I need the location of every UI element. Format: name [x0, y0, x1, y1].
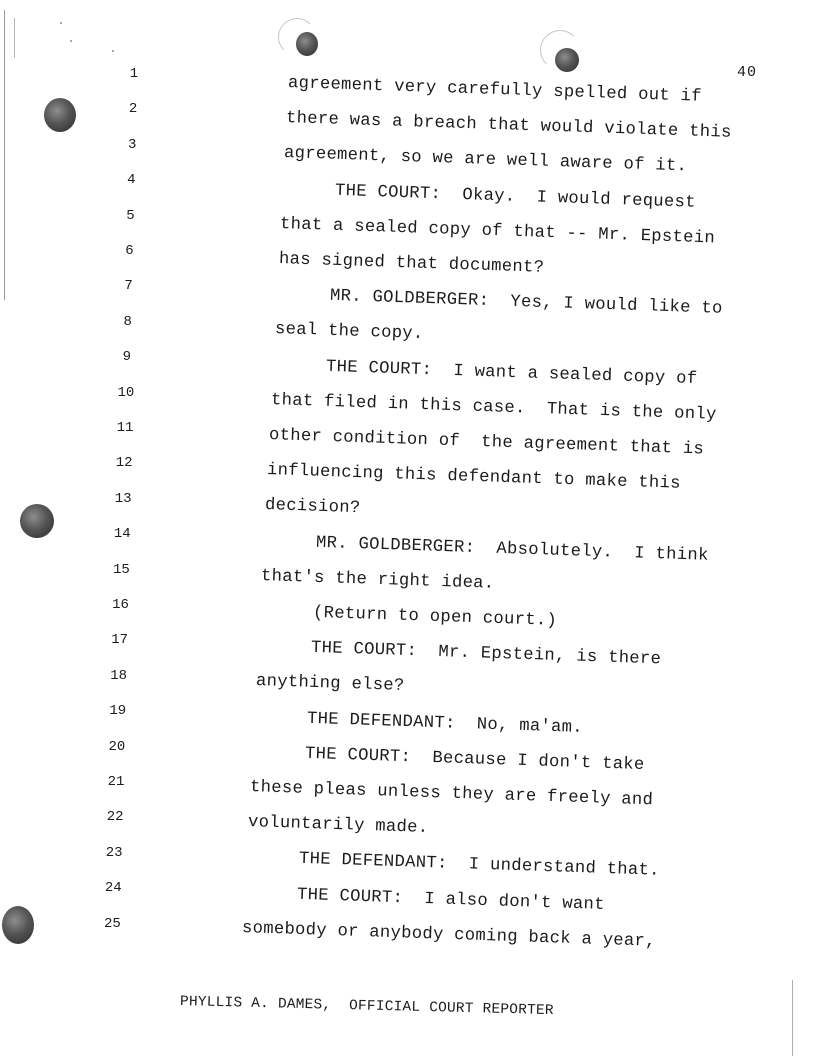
transcript-line: THE COURT: Okay. I would request	[281, 179, 697, 213]
line-number: 10	[117, 384, 135, 401]
line-number: 25	[103, 915, 121, 932]
transcript-line: THE DEFENDANT: No, ma'am.	[253, 707, 583, 738]
line-number: 13	[114, 490, 132, 507]
line-number: 7	[124, 278, 133, 295]
punch-hole-icon	[20, 504, 54, 538]
scan-speck	[70, 40, 72, 42]
line-number: 1	[129, 66, 139, 82]
line-number: 3	[127, 136, 137, 153]
transcript-line: THE COURT: Mr. Epstein, is there	[257, 637, 662, 670]
transcript-line: THE COURT: I also don't want	[243, 883, 606, 915]
line-number: 2	[128, 101, 138, 118]
line-number: 21	[107, 774, 125, 790]
line-number: 16	[112, 597, 129, 613]
transcript-line: that filed in this case. That is the only	[270, 390, 717, 425]
transcript-line: MR. GOLDBERGER: Yes, I would like to	[276, 285, 723, 319]
line-number: 19	[109, 703, 127, 720]
page-number: 40	[737, 64, 758, 81]
line-number: 6	[125, 243, 134, 259]
transcript-line: decision?	[264, 496, 361, 519]
line-number: 20	[108, 738, 126, 755]
scan-speck	[60, 22, 62, 24]
line-number: 11	[116, 420, 134, 436]
transcript-line: influencing this defendant to make this	[266, 461, 682, 494]
scan-edge-line	[792, 980, 793, 1056]
transcript-line: voluntarily made.	[247, 813, 429, 839]
transcript-line: somebody or anybody coming back a year,	[242, 918, 657, 952]
line-number: 15	[112, 561, 130, 578]
transcript-line: that a sealed copy of that -- Mr. Epstein	[280, 214, 716, 249]
transcript-line: there was a breach that would violate this	[285, 109, 732, 143]
line-number: 12	[115, 455, 133, 472]
transcript-line: THE COURT: Because I don't take	[251, 742, 645, 775]
transcript-line: THE DEFENDANT: I understand that.	[245, 848, 661, 882]
line-number: 4	[127, 172, 136, 189]
transcript-line: seal the copy.	[274, 320, 424, 345]
transcript-line: (Return to open court.)	[259, 602, 557, 631]
punch-hole-icon	[2, 906, 34, 944]
punch-hole-shadow	[278, 18, 316, 56]
line-number: 9	[122, 349, 131, 366]
scan-speck	[112, 50, 114, 52]
line-number: 24	[104, 880, 122, 897]
transcript-line: has signed that document?	[278, 250, 545, 278]
line-number: 17	[111, 632, 128, 649]
transcript-line: anything else?	[255, 672, 405, 697]
transcript-line: agreement very carefully spelled out if	[287, 74, 703, 107]
line-number: 23	[105, 844, 123, 861]
scan-edge-line	[14, 18, 15, 58]
scan-edge-line	[4, 10, 5, 300]
line-number: 5	[126, 207, 135, 224]
punch-hole-shadow	[540, 30, 580, 70]
line-number: 14	[113, 526, 131, 543]
court-reporter-footer: PHYLLIS A. DAMES, OFFICIAL COURT REPORTER	[179, 994, 554, 1020]
transcript-line: MR. GOLDBERGER: Absolutely. I think	[262, 531, 710, 566]
transcript-line: these pleas unless they are freely and	[249, 778, 654, 811]
transcript-line: other condition of the agreement that is	[268, 426, 705, 460]
transcript-line: that's the right idea.	[261, 566, 496, 594]
line-number: 18	[110, 667, 128, 684]
line-number: 22	[106, 809, 124, 826]
transcript-line: agreement, so we are well aware of it.	[283, 144, 688, 177]
line-number: 8	[123, 313, 132, 330]
transcript-line: THE COURT: I want a sealed copy of	[272, 355, 698, 389]
punch-hole-icon	[44, 98, 76, 132]
